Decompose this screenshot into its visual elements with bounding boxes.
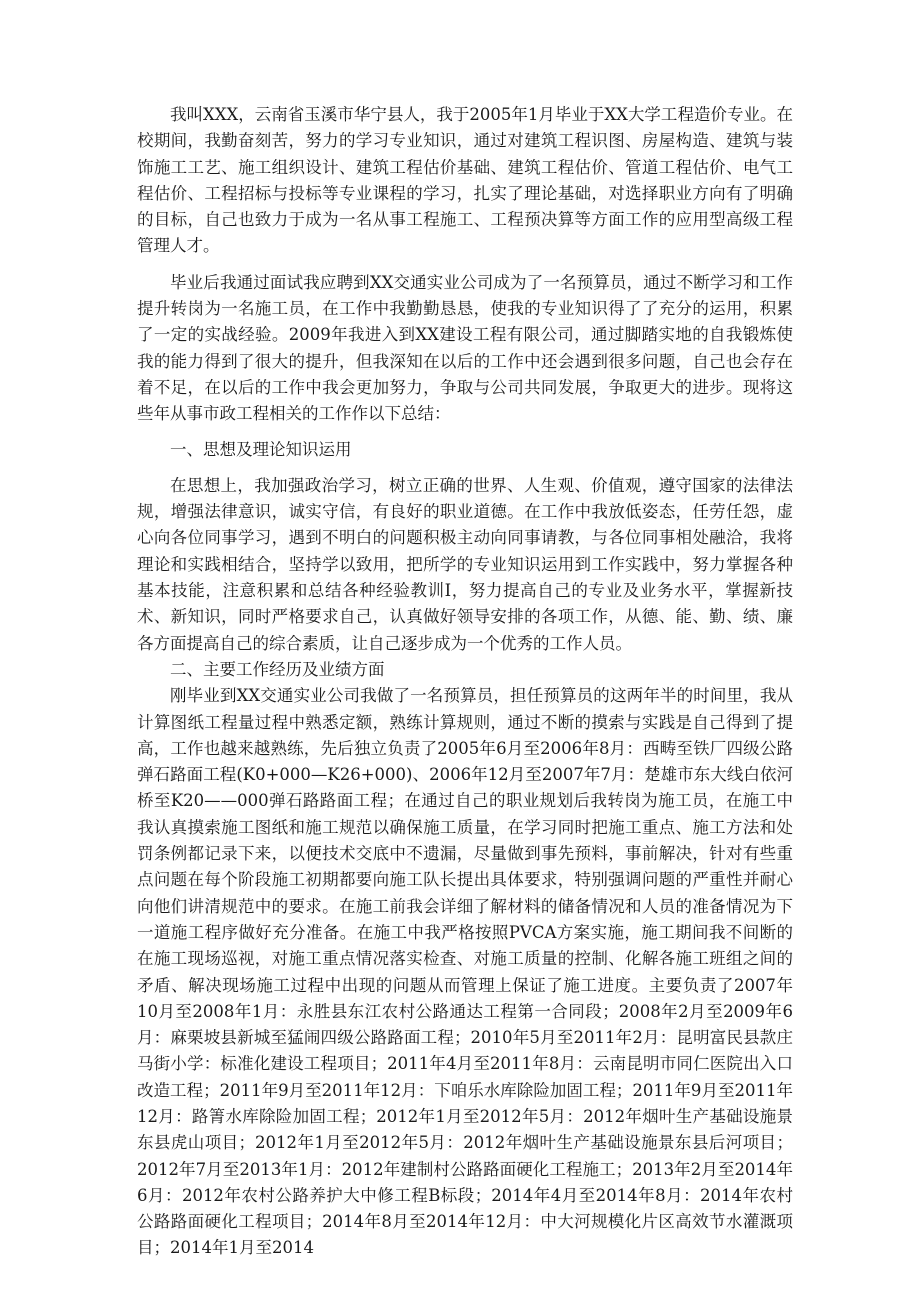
career-paragraph: 毕业后我通过面试我应聘到XX交通实业公司成为了一名预算员，通过不断学习和工作提升转岗为一名施工员，在工作中我勤勤恳恳，使我的专业知识得了了充分的运用，积累了一定的实战经验。2009年我进入到XX建设工程有限公司，通过脚踏实地的自我锻炼使我的能力得到了很大的提升，但我深知在以后的工作中还会遇到很多问题，自己也会存在着不足，在以后的工作中我会更加努力，争取与公司共同发展，争取更大的进步。现将这些年从事市政工程相关的工作作以下总结： <box>137 272 793 424</box>
document-body <box>137 102 793 1262</box>
section2-heading: 二、主要工作经历及业绩方面 <box>170 659 385 679</box>
section2-paragraph: 刚毕业到XX交通实业公司我做了一名预算员，担任预算员的这两年半的时间里，我从计算图纸工程量过程中熟悉定额，熟练计算规则，通过不断的摸索与实践是自己得到了提高，工作也越来越熟练，先后独立负责了2005年6月至2006年8月：西畴至铁厂四级公路弹石路面工程(K0+000—K26+000)、2006年12月至2007年7月：楚雄市东大线白依河桥至K20——000弹石路路面工程；在通过自己的职业规划后我转岗为施工员，在施工中我认真摸索施工图纸和施工规范以确保施工质量，在学习同时把施工重点、施工方法和处罚条例都记录下来，以便技术交底中不遗漏，尽量做到事先预料，事前解决，针对有些重点问题在每个阶段施工初期都要向施工队长提出具体要求，特别强调问题的严重性并耐心向他们讲清规范中的要求。在施工前我会详细了解材料的储备情况和人员的准备情况为下一道施工程序做好充分准备。在施工中我严格按照PVCA方案实施，施工期间我不间断的在施工现场巡视，对施工重点情况落实检查、对施工质量的控制、化解各施工班组之间的矛盾、解决现场施工过程中出现的问题从而管理上保证了施工进度。主要负责了2007年10月至2008年1月：永胜县东江农村公路通达工程第一合同段；2008年2月至2009年6月：麻栗坡县新城至猛闹四级公路路面工程；2010年5月至2011年2月：昆明富民县款庄马街小学：标准化建设工程项目；2011年4月至2011年8月：云南昆明市同仁医院出入口改造工程；2011年9月至2011年12月：下咱乐水库除险加固工程；2011年9月至2011年12月：路箐水库除险加固工程；2012年1月至2012年5月：2012年烟叶生产基础设施景东县虎山项目；2012年1月至2012年5月：2012年烟叶生产基础设施景东县后河项目；2012年7月至2013年1月：2012年建制村公路路面硬化工程施工；2013年2月至2014年6月：2012年农村公路养护大中修工程B标段；2014年4月至2014年8月：2014年农村公路路面硬化工程项目；2014年8月至2014年12月：中大河规模化片区高效节水灌溉项目；2014年1月至2014 <box>137 686 793 1258</box>
section1-paragraph: 在思想上，我加强政治学习，树立正确的世界、人生观、价值观，遵守国家的法律法规，增强法律意识，诚实守信，有良好的职业道德。在工作中我放低姿态，任劳任怨，虚心向各位同事学习，遇到不明白的问题积极主动向同事请教，与各位同事相处融洽，我将理论和实践相结合，坚持学以致用，把所学的专业知识运用到工作实践中，努力掌握各种基本技能，注意积累和总结各种经验教训I，努力提高自己的专业及业务水平，掌握新技术、新知识，同时严格要求自己，认真做好领导安排的各项工作，从德、能、勤、绩、廉各方面提高自己的综合素质，让自己逐步成为一个优秀的工作人员。 <box>137 475 793 653</box>
section1-heading: 一、思想及理论知识运用 <box>170 439 352 459</box>
intro-paragraph: 我叫XXX，云南省玉溪市华宁县人，我于2005年1月毕业于XX大学工程造价专业。在校期间，我勤奋刻苦，努力的学习专业知识，通过对建筑工程识图、房屋构造、建筑与装饰施工工艺、施工组织设计、建筑工程估价基础、建筑工程估价、管道工程估价、电气工程估价、工程招标与投标等专业课程的学习，扎实了理论基础，对选择职业方向有了明确的目标，自己也致力于成为一名从事工程施工、工程预决算等方面工作的应用型高级工程管理人才。 <box>137 105 793 256</box>
